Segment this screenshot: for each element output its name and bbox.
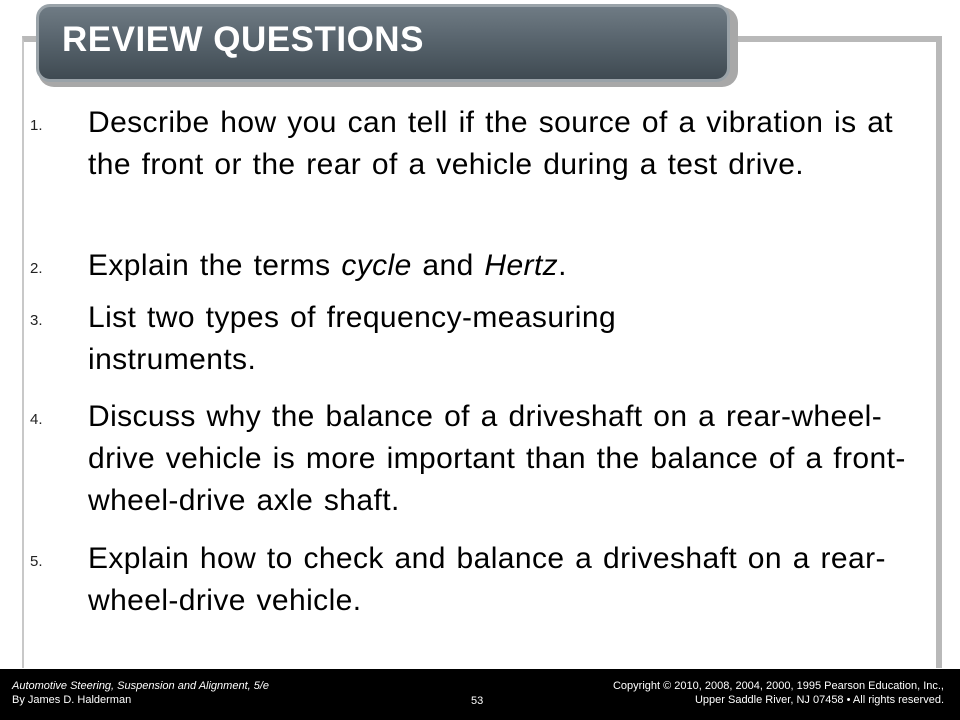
slide-footer bbox=[0, 669, 960, 720]
question-number: 5. bbox=[30, 553, 43, 570]
book-author: By James D. Halderman bbox=[12, 694, 132, 706]
question-number: 2. bbox=[30, 260, 43, 277]
question-text bbox=[88, 538, 918, 622]
slide-title: REVIEW QUESTIONS bbox=[62, 20, 424, 59]
book-edition: , 5/e bbox=[247, 680, 270, 692]
question-text bbox=[88, 297, 728, 381]
question-text bbox=[88, 102, 918, 186]
question-text-part: List two types of frequency-measuring instruments. bbox=[88, 301, 617, 376]
question-text-part: . bbox=[558, 249, 567, 282]
question-text bbox=[88, 396, 918, 522]
question-text-part: Discuss why the balance of a driveshaft on a rear-wheel-drive vehicle is more important than the balance of a front-wheel-drive axle shaft. bbox=[88, 400, 906, 517]
term-cycle: cycle bbox=[341, 249, 412, 282]
book-title: Automotive Steering, Suspension and Alignment bbox=[12, 680, 248, 692]
footer-book-info bbox=[12, 679, 269, 707]
question-text bbox=[88, 245, 918, 287]
question-number: 3. bbox=[30, 312, 43, 329]
page-number: 53 bbox=[471, 695, 484, 707]
question-text-part: Describe how you can tell if the source of a vibration is at the front or the rear of a vehicle during a test drive. bbox=[88, 106, 894, 181]
question-number: 4. bbox=[30, 411, 43, 428]
term-hertz: Hertz bbox=[484, 249, 559, 282]
copyright-line-2: Upper Saddle River, NJ 07458 • All rights reserved. bbox=[694, 694, 944, 706]
question-text-part: and bbox=[411, 249, 485, 282]
question-text-part: Explain the terms bbox=[88, 249, 342, 282]
question-text-part: Explain how to check and balance a driveshaft on a rear-wheel-drive vehicle. bbox=[88, 542, 886, 617]
copyright-line-1: Copyright © 2010, 2008, 2004, 2000, 1995 Pearson Education, Inc., bbox=[612, 680, 944, 692]
footer-copyright bbox=[613, 679, 944, 707]
question-number: 1. bbox=[30, 117, 43, 134]
